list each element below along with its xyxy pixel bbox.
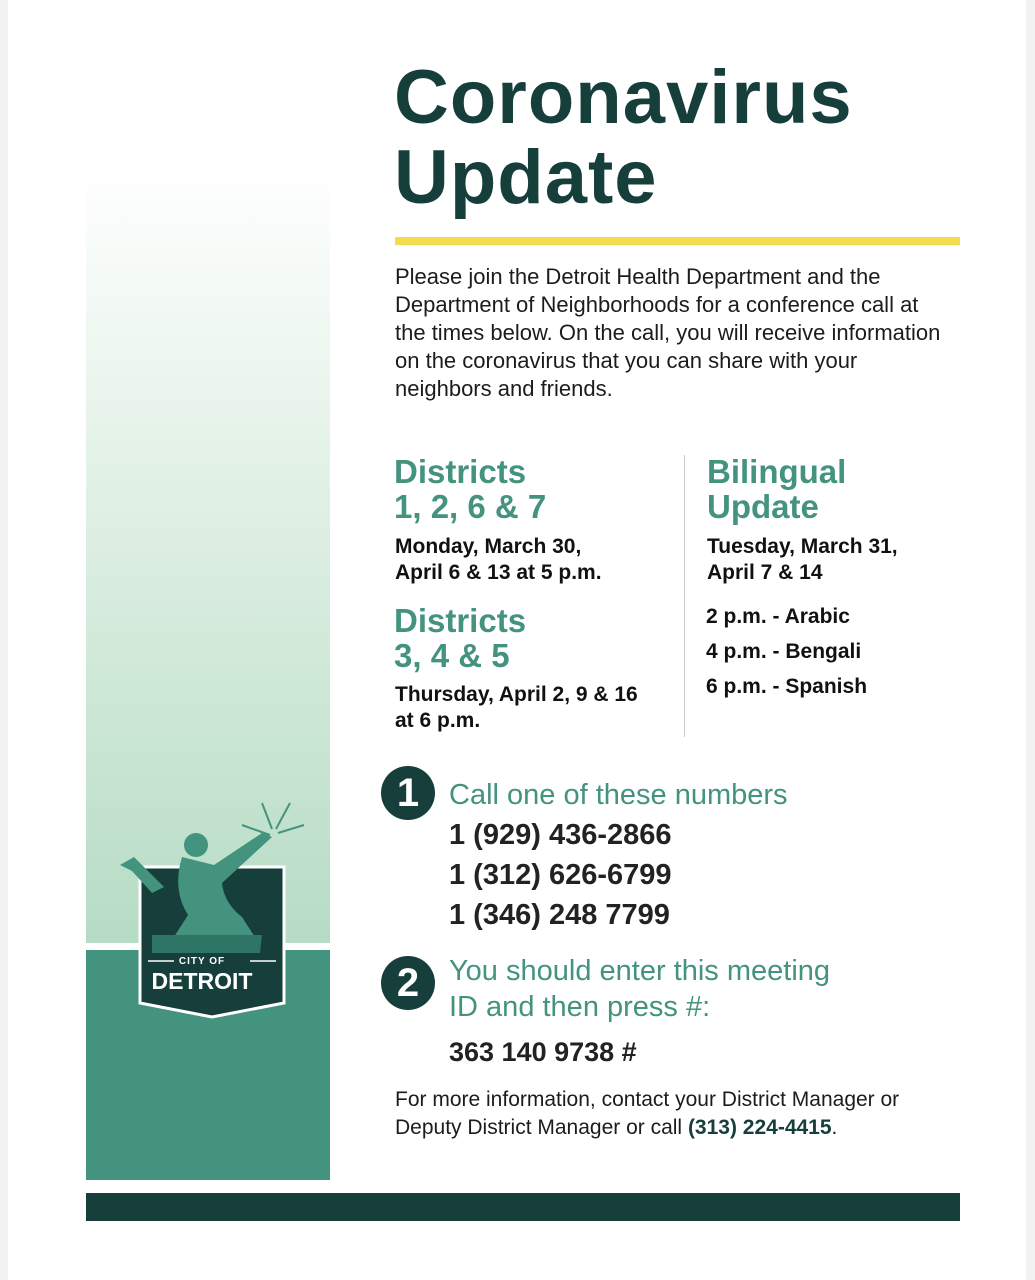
bottom-bar [86, 1193, 960, 1221]
footer-phone-number[interactable]: (313) 224-4415 [687, 1116, 832, 1139]
title-line-2: Update [394, 135, 658, 220]
heading-line: 3, 4 & 5 [394, 637, 510, 674]
column-divider [684, 455, 685, 737]
title-underline [395, 237, 960, 245]
page-title [394, 55, 853, 220]
footer-info [395, 1086, 935, 1142]
step-1-badge: 1 [381, 766, 435, 820]
step-2-badge: 2 [381, 956, 435, 1010]
logo-text-detroit: DETROIT [151, 968, 253, 994]
language-time-spanish: 6 p.m. - Spanish [706, 675, 868, 698]
step-2-instruction [449, 953, 830, 1025]
bilingual-update-schedule [707, 534, 898, 586]
districts-3-4-5-schedule [395, 682, 638, 734]
districts-1-2-6-7-heading [394, 454, 546, 524]
schedule-line: Monday, March 30, [395, 535, 582, 558]
footer-text: For more information, contact your District Manager or Deputy District Manager or call [395, 1088, 900, 1139]
heading-line: Bilingual [707, 453, 847, 490]
districts-1-2-6-7-schedule [395, 534, 602, 586]
schedule-line: April 6 & 13 at 5 p.m. [395, 561, 602, 584]
bilingual-update-heading [707, 454, 846, 524]
language-time-arabic: 2 p.m. - Arabic [706, 605, 850, 628]
intro-paragraph: Please join the Detroit Health Department and the Department of Neighborhoods for a conference call at the times below. On the call, you will receive information on the coronavirus that you can share with your neighbors and friends. [395, 264, 941, 401]
phone-number-2[interactable]: 1 (312) 626-6799 [449, 859, 672, 891]
heading-line: Districts [394, 453, 527, 490]
meeting-id: 363 140 9738 # [449, 1037, 637, 1067]
heading-line: Districts [394, 602, 527, 639]
schedule-line: Tuesday, March 31, [707, 535, 898, 558]
logo-text-city-of: CITY OF [178, 956, 226, 967]
schedule-line: Thursday, April 2, 9 & 16 [395, 683, 638, 706]
instruction-line: You should enter this meeting [449, 955, 831, 987]
schedule-line: at 6 p.m. [395, 709, 481, 732]
language-time-bengali: 4 p.m. - Bengali [706, 640, 862, 663]
phone-number-1[interactable]: 1 (929) 436-2866 [449, 819, 672, 851]
step-1-instruction: Call one of these numbers [449, 779, 788, 811]
schedule-line: April 7 & 14 [707, 561, 823, 584]
footer-suffix: . [831, 1116, 838, 1139]
districts-3-4-5-heading [394, 603, 526, 673]
title-line-1: Coronavirus [394, 55, 853, 140]
phone-number-3[interactable]: 1 (346) 248 7799 [449, 899, 670, 931]
instruction-line: ID and then press #: [449, 991, 711, 1023]
heading-line: 1, 2, 6 & 7 [394, 488, 547, 525]
heading-line: Update [707, 488, 819, 525]
light-rays-icon [242, 803, 304, 835]
